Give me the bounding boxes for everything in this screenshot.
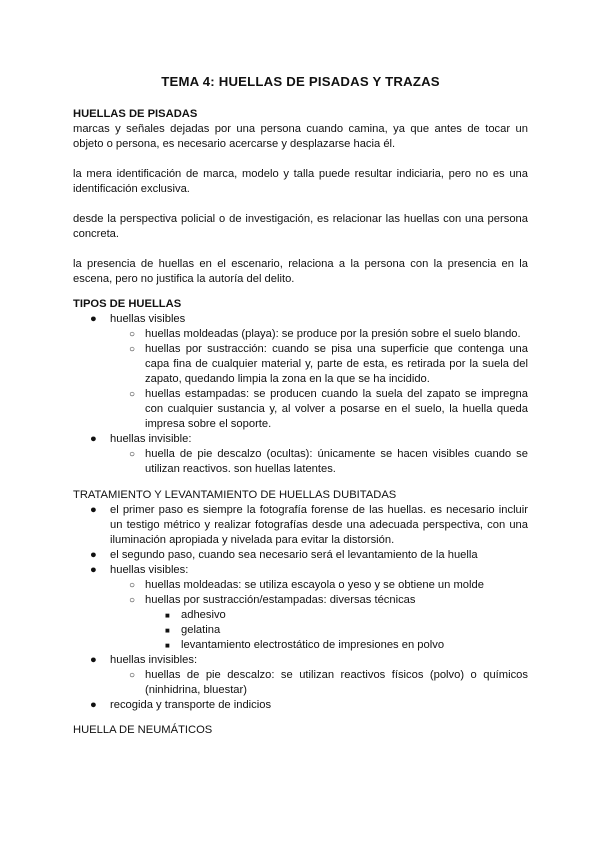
circle-marker: ○ xyxy=(129,344,136,355)
list-item xyxy=(73,578,528,593)
list-item-text: el primer paso es siempre la fotografía forense de las huellas. es necesario incluir un testigo métrico y realizar fotografías desde una adecuada perspectiva, con una iluminación apropiada y nivelada para evitar la distorsión. xyxy=(110,504,528,546)
list-item-text: recogida y transporte de indicios xyxy=(110,699,272,711)
list-item xyxy=(73,447,528,477)
list-item-label: huellas visibles xyxy=(110,313,186,325)
paragraph: la presencia de huellas en el escenario, relaciona a la persona con la presencia en la escena, pero no justifica la autoría del delito. xyxy=(73,258,528,285)
bullet-marker: ● xyxy=(90,549,97,561)
list-item xyxy=(73,342,528,387)
paragraph: marcas y señales dejadas por una persona cuando camina, ya que antes de tocar un objeto o persona, es necesario acercarse y desplazarse hacia él. xyxy=(73,123,528,150)
list-item-text: huellas de pie descalzo: se utilizan reactivos físicos (polvo) o químicos (ninhidrina, bluestar) xyxy=(145,669,528,696)
bullet-marker: ● xyxy=(90,504,97,516)
list-item xyxy=(73,623,528,638)
list-item-text: huellas por sustracción: cuando se pisa una superficie que contenga una capa fina de cualquier material y, parte de esta, es retirada por la suela del zapato, quedando limpia la zona en la que se ha incidido. xyxy=(145,343,528,385)
square-marker: ■ xyxy=(165,626,170,635)
section-tratamiento xyxy=(73,488,528,713)
list-item xyxy=(73,503,528,548)
bullet-marker: ● xyxy=(90,699,97,711)
list-item-label: huellas visibles: xyxy=(110,564,189,576)
square-marker: ■ xyxy=(165,641,170,650)
list-item-text: gelatina xyxy=(181,624,221,636)
bullet-marker: ● xyxy=(90,564,97,576)
paragraph: la mera identificación de marca, modelo y talla puede resultar indiciaria, pero no es una identificación exclusiva. xyxy=(73,168,528,195)
section-huellas-de-pisadas xyxy=(73,107,528,287)
circle-marker: ○ xyxy=(129,670,136,681)
list-item-text: huellas moldeadas (playa): se produce por la presión sobre el suelo blando. xyxy=(145,328,521,340)
list-item-text: huellas por sustracción/estampadas: diversas técnicas xyxy=(145,594,416,606)
circle-marker: ○ xyxy=(129,580,136,591)
section-heading: HUELLAS DE PISADAS xyxy=(73,108,198,120)
bullet-marker: ● xyxy=(90,313,97,325)
list-item-text: el segundo paso, cuando sea necesario será el levantamiento de la huella xyxy=(110,549,478,561)
list-item xyxy=(73,653,528,668)
section-tipos-de-huellas xyxy=(73,297,528,477)
circle-marker: ○ xyxy=(129,329,136,340)
list-item xyxy=(73,387,528,432)
list-item-text: huellas estampadas: se producen cuando la suela del zapato se impregna con cualquier sustancia y, al volver a posarse en el suelo, la huella queda impresa sobre el soporte. xyxy=(145,388,528,430)
list-item xyxy=(73,312,528,327)
list-item xyxy=(73,327,528,342)
list-item-text: adhesivo xyxy=(181,609,226,621)
list-item xyxy=(73,548,528,563)
section-heading: TRATAMIENTO Y LEVANTAMIENTO DE HUELLAS DUBITADAS xyxy=(73,489,397,501)
list-item xyxy=(73,608,528,623)
list-item xyxy=(73,432,528,447)
list-item-text: huellas moldeadas: se utiliza escayola o yeso y se obtiene un molde xyxy=(145,579,484,591)
list-item xyxy=(73,698,528,713)
square-marker: ■ xyxy=(165,611,170,620)
list-item-text: huella de pie descalzo (ocultas): únicamente se hacen visibles cuando se utilizan reactivos. son huellas latentes. xyxy=(145,448,528,475)
list-item xyxy=(73,593,528,608)
bullet-marker: ● xyxy=(90,433,97,445)
paragraph: desde la perspectiva policial o de investigación, es relacionar las huellas con una persona concreta. xyxy=(73,213,528,240)
bullet-marker: ● xyxy=(90,654,97,666)
circle-marker: ○ xyxy=(129,389,136,400)
section-heading: TIPOS DE HUELLAS xyxy=(73,298,182,310)
list-item xyxy=(73,638,528,653)
list-item-label: huellas invisibles: xyxy=(110,654,198,666)
list-item-text: levantamiento electrostático de impresiones en polvo xyxy=(181,639,445,651)
circle-marker: ○ xyxy=(129,595,136,606)
treatment-list xyxy=(73,503,528,713)
circle-marker: ○ xyxy=(129,449,136,460)
section-huella-de-neumaticos: HUELLA DE NEUMÁTICOS xyxy=(73,724,213,736)
list-item xyxy=(73,668,528,698)
list-item xyxy=(73,563,528,578)
types-list xyxy=(73,312,528,477)
list-item-label: huellas invisible: xyxy=(110,433,192,445)
document-title: TEMA 4: HUELLAS DE PISADAS Y TRAZAS xyxy=(161,74,440,89)
